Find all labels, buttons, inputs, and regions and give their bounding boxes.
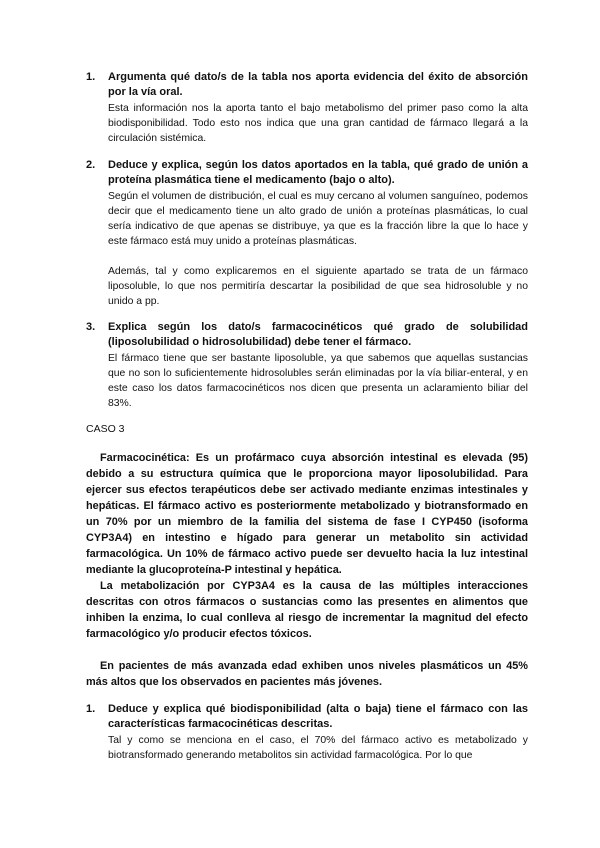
question-text: Deduce y explica, según los datos aportados en la tabla, qué grado de unión a proteína plasmática tiene el medicamento (bajo o alto). — [108, 159, 528, 186]
answer-text — [108, 189, 528, 309]
question-list — [86, 70, 528, 146]
answer-paragraph: Según el volumen de distribución, el cual es muy cercano al volumen sanguíneo, podemos decir que el medicamento tiene un alto grado de unión a proteínas plasmáticas, lo cual sería indicativo de que apenas se distribuye, ya que es la fracción libre la que lo hace y este fármaco está muy unido a proteínas plasmáticas. — [108, 191, 528, 247]
case-paragraph-elderly: En pacientes de más avanzada edad exhiben unos niveles plasmáticos un 45% más altos que los observados en pacientes más jóvenes. — [86, 660, 528, 688]
question-list — [86, 320, 528, 411]
question-text: Explica según los dato/s farmacocinéticos qué grado de solubilidad (liposolubilidad o hidrosolubilidad) debe tener el fármaco. — [108, 321, 528, 348]
question-item — [86, 70, 528, 146]
answer-paragraph: Tal y como se menciona en el caso, el 70% del fármaco activo es metabolizado y biotransformado generando metabolitos sin actividad farmacológica. Por lo que — [108, 735, 528, 761]
question-number: 1. — [86, 703, 96, 715]
question-item — [86, 158, 528, 309]
question-number: 3. — [86, 321, 96, 333]
answer-paragraph: Además, tal y como explicaremos en el siguiente apartado se trata de un fármaco liposoluble, lo que nos permitiría descartar la posibilidad de que sea hidrosoluble y no unido a pp. — [108, 266, 528, 307]
question-number: 2. — [86, 159, 96, 171]
question-text: Deduce y explica qué biodisponibilidad (alta o baja) tiene el fármaco con las características farmacocinéticas descritas. — [108, 703, 528, 730]
question-number: 1. — [86, 71, 96, 83]
answer-text — [108, 101, 528, 146]
case-paragraph-pharmacokinetics: Farmacocinética: Es un profármaco cuya absorción intestinal es elevada (95) debido a su estructura química que le proporciona mayor liposolubilidad. Para ejercer sus efectos terapéuticos debe ser activado mediante enzimas intestinales y hepáticas. El fármaco activo es posteriormente metabolizado y biotransformado en un 70% por un miembro de la familia del sistema de fase I CYP450 (isoforma CYP3A4) en intestino e hígado para generar un metabolito sin actividad farmacológica. Un 10% de fármaco activo puede ser devuelto hacia la luz intestinal mediante la glucoproteína-P intestinal y hepática. — [86, 452, 528, 576]
case-paragraph-metabolism: La metabolización por CYP3A4 es la causa de las múltiples interacciones descritas con otros fármacos o sustancias como las presentes en alimentos que inhiben la enzima, lo cual conlleva al riesgo de incrementar la magnitud del efecto farmacológico y/o producir efectos tóxicos. — [86, 580, 528, 640]
question-list — [86, 702, 528, 763]
answer-paragraph: El fármaco tiene que ser bastante liposoluble, ya que sabemos que aquellas sustancias que no son lo suficientemente hidrosolubles serán eliminadas por la vía biliar-enteral, y en este caso los datos farmacocinéticos nos dicen que presenta un aclaramiento biliar del 83%. — [108, 353, 528, 409]
question-text: Argumenta qué dato/s de la tabla nos aporta evidencia del éxito de absorción por la vía oral. — [108, 71, 528, 98]
answer-text — [108, 351, 528, 411]
answer-text — [108, 733, 528, 763]
question-item — [86, 320, 528, 411]
question-list — [86, 158, 528, 309]
question-item — [86, 702, 528, 763]
answer-paragraph: Esta información nos la aporta tanto el bajo metabolismo del primer paso como la alta biodisponibilidad. Todo esto nos indica que una gran cantidad de fármaco llegará a la circulación sistémica. — [108, 103, 528, 144]
case-heading: CASO 3 — [86, 423, 125, 435]
